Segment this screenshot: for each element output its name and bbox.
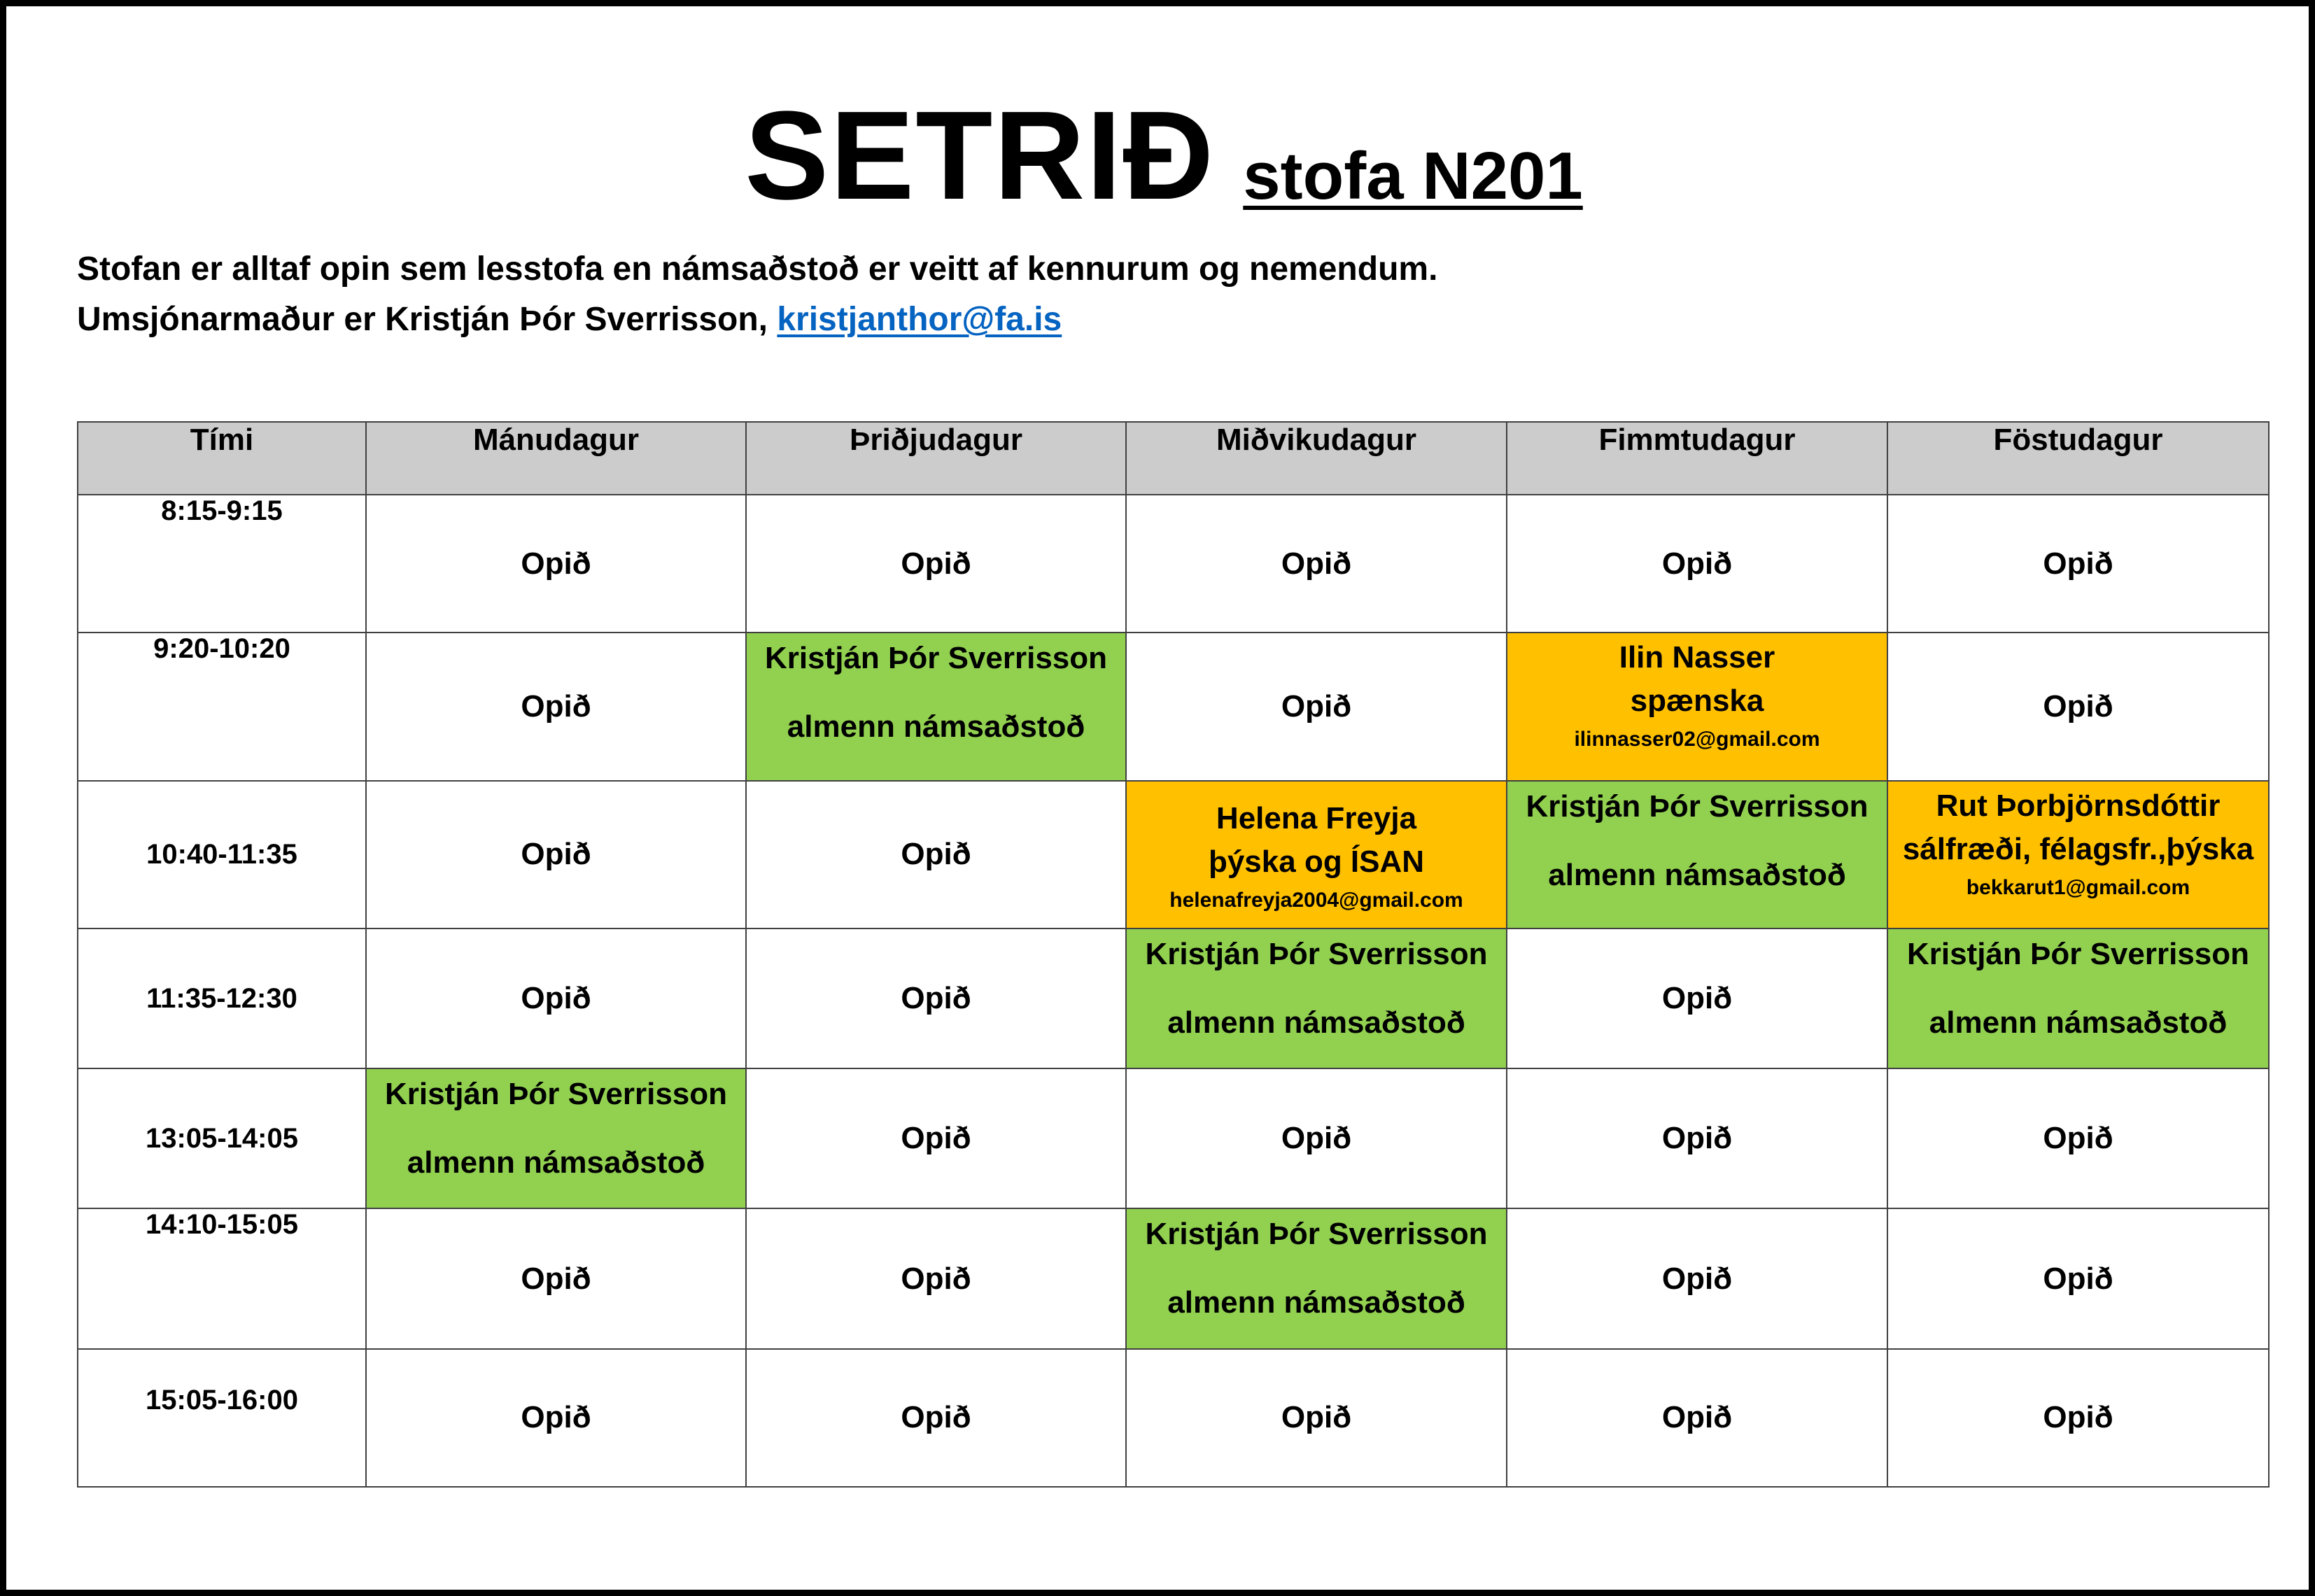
- header-row: [78, 422, 2269, 495]
- tutor-subject: almenn námsaðstoð: [1167, 1285, 1465, 1320]
- slot-open: Opið: [746, 1208, 1126, 1348]
- column-header-tuesday: Þriðjudagur: [746, 422, 1126, 495]
- slot-open: Opið: [1126, 1068, 1507, 1208]
- tutor-name: Kristján Þór Sverrisson: [764, 641, 1108, 676]
- tutor-name: Helena Freyja: [1216, 800, 1417, 835]
- tutor-email: bekkarut1@gmail.com: [1966, 875, 2190, 899]
- intro-text: [77, 244, 1437, 345]
- page-title: [6, 83, 2315, 228]
- tutor-name: Kristján Þór Sverrisson: [1145, 1217, 1488, 1252]
- slot-open: Opið: [746, 781, 1126, 928]
- tutor-subject: almenn námsaðstoð: [1167, 1005, 1465, 1040]
- slot-open: Opið: [1507, 928, 1887, 1068]
- column-header-friday: Föstudagur: [1887, 422, 2269, 495]
- slot-open: Opið: [1507, 1208, 1887, 1348]
- slot-open: Opið: [1887, 495, 2269, 633]
- time-slot: 10:40-11:35: [78, 781, 366, 928]
- tutor-subject: sálfræði, félagsfr.,þýska: [1902, 831, 2254, 866]
- column-header-monday: Mánudagur: [366, 422, 746, 495]
- tutor-subject: spænska: [1630, 684, 1764, 719]
- tutor-name: Kristján Þór Sverrisson: [1145, 936, 1488, 971]
- title-main: SETRIÐ: [745, 85, 1216, 226]
- time-slot: 15:05-16:00: [78, 1349, 366, 1487]
- time-slot: 14:10-15:05: [78, 1208, 366, 1348]
- slot-open: Opið: [366, 633, 746, 780]
- tutor-subject: almenn námsaðstoð: [787, 709, 1085, 744]
- schedule-table: [77, 421, 2270, 1488]
- slot-open: Opið: [366, 781, 746, 928]
- tutor-subject: þýska og ÍSAN: [1208, 844, 1425, 879]
- slot-open: Opið: [746, 495, 1126, 633]
- slot-open: Opið: [366, 1208, 746, 1348]
- slot-open: Opið: [1126, 633, 1507, 780]
- slot-open: Opið: [1887, 1208, 2269, 1348]
- slot-open: Opið: [746, 1349, 1126, 1487]
- tutor-subject: almenn námsaðstoð: [1929, 1005, 2228, 1040]
- table-row: [78, 1208, 2269, 1348]
- slot-open: Opið: [1887, 1068, 2269, 1208]
- tutor-name: Kristján Þór Sverrisson: [384, 1077, 728, 1112]
- slot-open: Opið: [1887, 1349, 2269, 1487]
- tutor-email: helenafreyja2004@gmail.com: [1169, 888, 1463, 912]
- slot-open: Opið: [746, 1068, 1126, 1208]
- title-room: stofa N201: [1243, 139, 1583, 213]
- tutor-subject: almenn námsaðstoð: [407, 1145, 705, 1180]
- slot-tutor-rut: [1887, 781, 2269, 928]
- slot-open: Opið: [1126, 1349, 1507, 1487]
- slot-tutor-kristjan: [1887, 928, 2269, 1068]
- time-slot: 8:15-9:15: [78, 495, 366, 633]
- slot-tutor-kristjan: [1507, 781, 1887, 928]
- time-slot: 9:20-10:20: [78, 633, 366, 780]
- slot-open: Opið: [366, 1349, 746, 1487]
- table-row: [78, 1349, 2269, 1487]
- column-header-time: Tími: [78, 422, 366, 495]
- supervisor-email-link[interactable]: kristjanthor@fa.is: [777, 301, 1062, 338]
- tutor-email: ilinnasser02@gmail.com: [1574, 728, 1820, 751]
- slot-open: Opið: [1126, 495, 1507, 633]
- tutor-subject: almenn námsaðstoð: [1548, 857, 1846, 892]
- table-row: [78, 928, 2269, 1068]
- table-row: [78, 495, 2269, 633]
- slot-tutor-helena: [1126, 781, 1507, 928]
- slot-open: Opið: [1887, 633, 2269, 780]
- table-row: [78, 1068, 2269, 1208]
- column-header-wednesday: Miðvikudagur: [1126, 422, 1507, 495]
- tutor-name: Kristján Þór Sverrisson: [1906, 936, 2250, 971]
- tutor-name: Rut Þorbjörnsdóttir: [1936, 788, 2221, 823]
- slot-tutor-kristjan: [1126, 928, 1507, 1068]
- slot-open: Opið: [1507, 1349, 1887, 1487]
- slot-tutor-kristjan: [366, 1068, 746, 1208]
- intro-line-2: [77, 295, 1437, 345]
- slot-tutor-kristjan: [1126, 1208, 1507, 1348]
- table-row: [78, 633, 2269, 780]
- slot-tutor-kristjan: [746, 633, 1126, 780]
- slot-open: Opið: [1507, 495, 1887, 633]
- slot-open: Opið: [1507, 1068, 1887, 1208]
- slot-open: Opið: [366, 495, 746, 633]
- supervisor-label: Umsjónarmaður er Kristján Þór Sverrisson,: [77, 301, 768, 338]
- slot-open: Opið: [366, 928, 746, 1068]
- slot-tutor-ilin: [1507, 633, 1887, 780]
- tutor-name: Ilin Nasser: [1619, 640, 1775, 675]
- intro-line-1: Stofan er alltaf opin sem lesstofa en námsaðstoð er veitt af kennurum og nemendum.: [77, 250, 1438, 288]
- tutor-name: Kristján Þór Sverrisson: [1526, 789, 1869, 824]
- slot-open: Opið: [746, 928, 1126, 1068]
- time-slot: 13:05-14:05: [78, 1068, 366, 1208]
- time-slot: 11:35-12:30: [78, 928, 366, 1068]
- table-row: [78, 781, 2269, 928]
- column-header-thursday: Fimmtudagur: [1507, 422, 1887, 495]
